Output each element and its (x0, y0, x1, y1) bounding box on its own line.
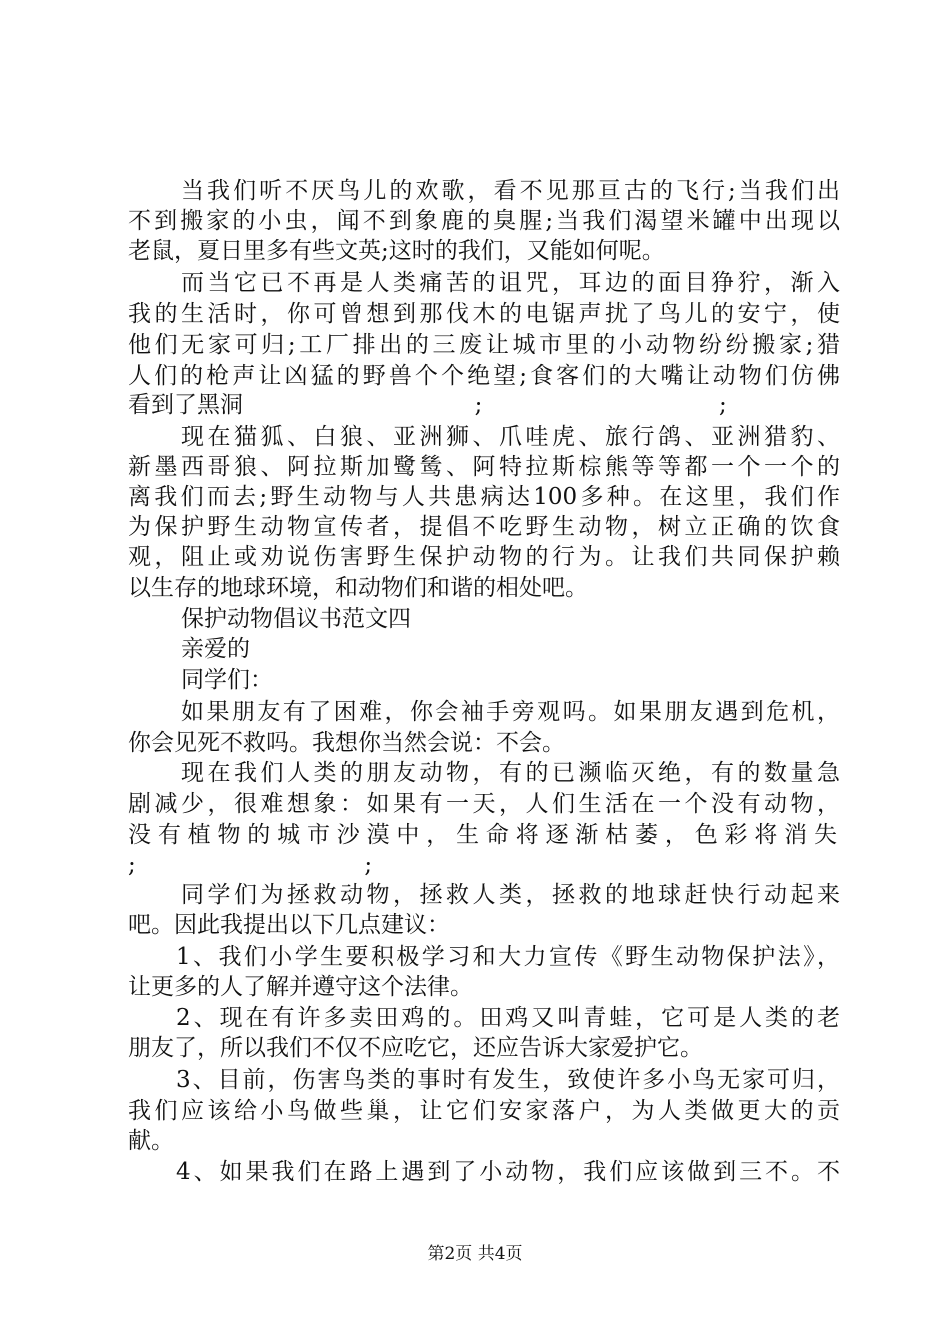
paragraph-line: 现在猫狐、白狼、亚洲狮、爪哇虎、旅行鸽、亚洲猎豹、 (181, 424, 840, 450)
paragraph-line: 同学们为拯救动物，拯救人类，拯救的地球赶快行动起来 (181, 882, 840, 908)
paragraph-line-text: 看到了黑洞 (128, 392, 243, 418)
paragraph-line: 人们的枪声让凶猛的野兽个个绝望;食客们的大嘴让动物们仿佛 (128, 363, 840, 389)
paragraph-line: 如果朋友有了困难，你会袖手旁观吗。如果朋友遇到危机， (181, 699, 840, 725)
paragraph-line: 观，阻止或劝说伤害野生保护动物的行为。让我们共同保护赖 (128, 544, 840, 570)
paragraph-line: 老鼠，夏日里多有些文英;这时的我们，又能如何呢。 (128, 238, 665, 264)
section-heading: 保护动物倡议书范文四 (181, 606, 411, 632)
paragraph-line (128, 390, 840, 420)
paragraph-line: 他们无家可归;工厂排出的三废让城市里的小动物纷纷搬家;猎 (128, 332, 840, 358)
paragraph-line: 没有植物的城市沙漠中，生命将逐渐枯萎，色彩将消失 (128, 822, 840, 848)
paragraph-line: 当我们听不厌鸟儿的欢歌，看不见那亘古的飞行;当我们出 (181, 178, 840, 204)
paragraph-line: 离我们而去;野生动物与人共患病达100多种。在这里，我们作 (128, 484, 840, 510)
salutation-line: 同学们： (181, 667, 273, 693)
paragraph-line: 新墨西哥狼、阿拉斯加鹭鸶、阿特拉斯棕熊等等都一个一个的 (128, 454, 840, 480)
paragraph-line: 以生存的地球环境，和动物们和谐的相处吧。 (128, 575, 588, 601)
list-item-continuation: 我们应该给小鸟做些巢，让它们安家落户，为人类做更大的贡 (128, 1098, 840, 1124)
page-footer: 第2页 共4页 (427, 1244, 523, 1264)
paragraph-line: 为保护野生动物宣传者，提倡不吃野生动物，树立正确的饮食 (128, 514, 840, 540)
list-item: 4、如果我们在路上遇到了小动物，我们应该做到三不。不 (176, 1159, 840, 1185)
paragraph-line: 剧减少，很难想象：如果有一天，人们生活在一个没有动物， (128, 791, 840, 817)
paragraph-line: 吧。因此我提出以下几点建议： (128, 912, 450, 938)
paragraph-line: 你会见死不救吗。我想你当然会说：不会。 (128, 730, 565, 756)
list-item-continuation: 朋友了，所以我们不仅不应吃它，还应告诉大家爱护它。 (128, 1035, 703, 1061)
list-item-continuation: 让更多的人了解并遵守这个法律。 (128, 974, 473, 1000)
salutation-line: 亲爱的 (181, 636, 250, 662)
list-item: 2、现在有许多卖田鸡的。田鸡又叫青蛙，它可是人类的老 (176, 1005, 840, 1031)
paragraph-line (128, 850, 840, 880)
paragraph-line: 而当它已不再是人类痛苦的诅咒，耳边的面目狰狞，渐入 (181, 270, 840, 296)
paragraph-line: 现在我们人类的朋友动物，有的已濒临灭绝，有的数量急 (181, 760, 840, 786)
semicolon-mark: ; (364, 852, 373, 878)
semicolon-mark: ; (719, 392, 727, 418)
paragraph-line: 不到搬家的小虫，闻不到象鹿的臭腥;当我们渴望米罐中出现以 (128, 208, 840, 234)
list-item-continuation: 献。 (128, 1128, 174, 1154)
list-item: 3、目前，伤害鸟类的事时有发生，致使许多小鸟无家可归， (176, 1067, 840, 1093)
semicolon-mark: ; (474, 392, 483, 418)
semicolon-mark: ; (128, 852, 136, 878)
list-item: 1、我们小学生要积极学习和大力宣传《野生动物保护法》， (176, 944, 840, 970)
paragraph-line: 我的生活时，你可曾想到那伐木的电锯声扰了鸟儿的安宁，使 (128, 301, 840, 327)
